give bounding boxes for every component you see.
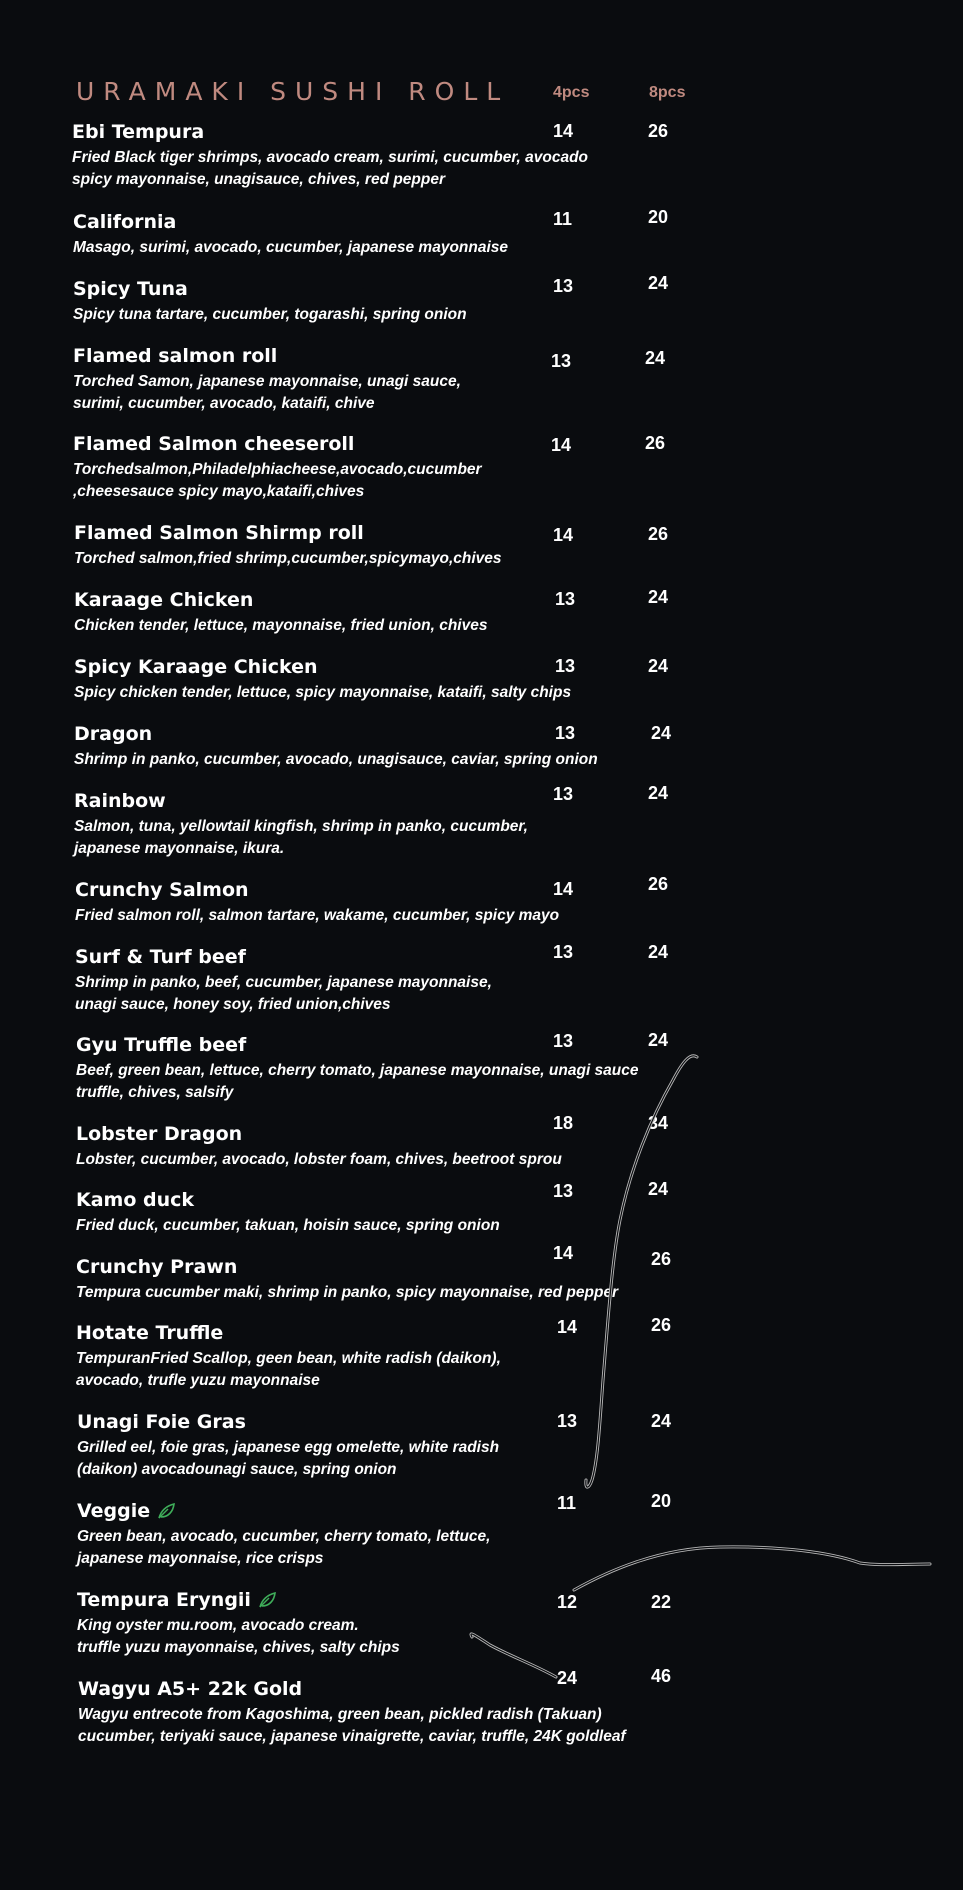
item-name: Flamed salmon roll <box>73 345 278 367</box>
item-name: Veggie <box>77 1500 176 1522</box>
item-name: Spicy Tuna <box>73 278 188 300</box>
price-8pcs: 26 <box>648 524 669 544</box>
price-4pcs: 14 <box>553 525 574 545</box>
price-8pcs: 26 <box>648 121 669 141</box>
item-description: Shrimp in panko, cucumber, avocado, unagisauce, caviar, spring onion <box>74 751 598 768</box>
price-8pcs: 22 <box>651 1592 672 1612</box>
item-description: Lobster, cucumber, avocado, lobster foam, chives, beetroot sprou <box>76 1151 562 1168</box>
item-name: Unagi Foie Gras <box>77 1411 246 1433</box>
price-8pcs: 46 <box>651 1666 672 1686</box>
price-8pcs: 24 <box>651 723 672 743</box>
menu-title: URAMAKI SUSHI ROLL <box>76 77 510 106</box>
price-8pcs: 24 <box>648 783 669 803</box>
item-description: Shrimp in panko, beef, cucumber, japanese mayonnaise, unagi sauce, honey soy, fried union,chives <box>75 974 492 1013</box>
price-4pcs: 13 <box>555 656 576 676</box>
price-4pcs: 13 <box>553 784 574 804</box>
item-name: California <box>73 211 177 233</box>
item-description: TempuranFried Scallop, geen bean, white radish (daikon), avocado, trufle yuzu mayonnaise <box>76 1350 501 1389</box>
price-4pcs: 11 <box>553 209 573 229</box>
column-header-4pcs: 4pcs <box>553 84 590 101</box>
column-header-8pcs: 8pcs <box>649 84 686 101</box>
item-name: Rainbow <box>74 790 166 812</box>
price-4pcs: 13 <box>555 723 576 743</box>
price-4pcs: 13 <box>551 351 572 371</box>
price-4pcs: 11 <box>557 1493 577 1513</box>
item-description: Masago, surimi, avocado, cucumber, japanese mayonnaise <box>73 239 509 256</box>
price-8pcs: 24 <box>648 1179 669 1199</box>
price-8pcs: 24 <box>645 348 666 368</box>
price-4pcs: 13 <box>557 1411 578 1431</box>
item-description: Beef, green bean, lettuce, cherry tomato, japanese mayonnaise, unagi sauce truffle, chives, salsify <box>76 1062 639 1101</box>
price-8pcs: 24 <box>648 273 669 293</box>
item-name: Hotate Truffle <box>76 1322 224 1344</box>
item-description: Spicy chicken tender, lettuce, spicy mayonnaise, kataifi, salty chips <box>74 684 572 701</box>
item-description: Torchedsalmon,Philadelphiacheese,avocado,cucumber ,cheesesauce spicy mayo,kataifi,chives <box>73 461 482 500</box>
item-name: Tempura Eryngii <box>77 1589 277 1611</box>
price-4pcs: 13 <box>555 589 576 609</box>
price-4pcs: 13 <box>553 1031 574 1051</box>
price-4pcs: 18 <box>553 1113 574 1133</box>
item-description: Chicken tender, lettuce, mayonnaise, fried union, chives <box>74 617 488 634</box>
price-4pcs: 12 <box>557 1592 578 1612</box>
item-description: Salmon, tuna, yellowtail kingfish, shrimp in panko, cucumber, japanese mayonnaise, ikura. <box>74 818 528 857</box>
price-8pcs: 24 <box>648 1030 669 1050</box>
price-8pcs: 24 <box>648 656 669 676</box>
item-name: Surf & Turf beef <box>75 946 246 968</box>
item-description: Fried Black tiger shrimps, avocado cream, surimi, cucumber, avocado spicy mayonnaise, unagisauce, chives, red pepper <box>72 149 589 188</box>
price-4pcs: 13 <box>553 1181 574 1201</box>
price-4pcs: 14 <box>553 121 574 141</box>
item-name: Gyu Truffle beef <box>76 1034 247 1056</box>
price-8pcs: 26 <box>648 874 669 894</box>
item-description: Wagyu entrecote from Kagoshima, green bean, pickled radish (Takuan) cucumber, teriyaki sauce, japanese vinaigrette, caviar, truffle, 24K goldleaf <box>78 1706 626 1745</box>
price-4pcs: 24 <box>557 1668 578 1688</box>
item-name: Dragon <box>74 723 153 745</box>
item-description: Grilled eel, foie gras, japanese egg omelette, white radish (daikon) avocadounagi sauce, spring onion <box>77 1439 500 1478</box>
item-description: Spicy tuna tartare, cucumber, togarashi, spring onion <box>73 306 467 323</box>
leaf-icon <box>156 1501 176 1521</box>
price-8pcs: 24 <box>651 1411 672 1431</box>
item-description: Tempura cucumber maki, shrimp in panko, spicy mayonnaise, red pepper <box>76 1284 619 1301</box>
item-name: Spicy Karaage Chicken <box>74 656 318 678</box>
leaf-icon <box>257 1590 277 1610</box>
price-8pcs: 20 <box>651 1491 672 1511</box>
item-description: King oyster mu.room, avocado cream. truffle yuzu mayonnaise, chives, salty chips <box>77 1617 400 1656</box>
price-4pcs: 14 <box>553 879 574 899</box>
item-description: Torched Samon, japanese mayonnaise, unagi sauce, surimi, cucumber, avocado, kataifi, chive <box>73 373 461 412</box>
item-name: Crunchy Salmon <box>75 879 249 901</box>
price-8pcs: 26 <box>651 1249 672 1269</box>
price-8pcs: 26 <box>651 1315 672 1335</box>
item-name: Karaage Chicken <box>74 589 254 611</box>
price-4pcs: 14 <box>553 1243 574 1263</box>
price-8pcs: 26 <box>645 433 666 453</box>
item-description: Fried salmon roll, salmon tartare, wakame, cucumber, spicy mayo <box>75 907 560 924</box>
item-name: Flamed Salmon cheeseroll <box>73 433 355 455</box>
price-8pcs: 24 <box>648 587 669 607</box>
item-name: Kamo duck <box>76 1189 195 1211</box>
price-4pcs: 13 <box>553 276 574 296</box>
price-8pcs: 20 <box>648 207 669 227</box>
price-8pcs: 34 <box>648 1113 669 1133</box>
item-name: Wagyu A5+ 22k Gold <box>78 1678 303 1700</box>
item-name: Flamed Salmon Shirmp roll <box>74 522 364 544</box>
price-4pcs: 14 <box>551 435 572 455</box>
item-name: Crunchy Prawn <box>76 1256 238 1278</box>
price-4pcs: 13 <box>553 942 574 962</box>
price-8pcs: 24 <box>648 942 669 962</box>
price-4pcs: 14 <box>557 1317 578 1337</box>
item-description: Fried duck, cucumber, takuan, hoisin sauce, spring onion <box>76 1217 500 1234</box>
item-name: Ebi Tempura <box>72 121 205 143</box>
item-description: Green bean, avocado, cucumber, cherry tomato, lettuce, japanese mayonnaise, rice crisps <box>77 1528 491 1567</box>
item-description: Torched salmon,fried shrimp,cucumber,spicymayo,chives <box>74 550 502 567</box>
item-name: Lobster Dragon <box>76 1123 243 1145</box>
